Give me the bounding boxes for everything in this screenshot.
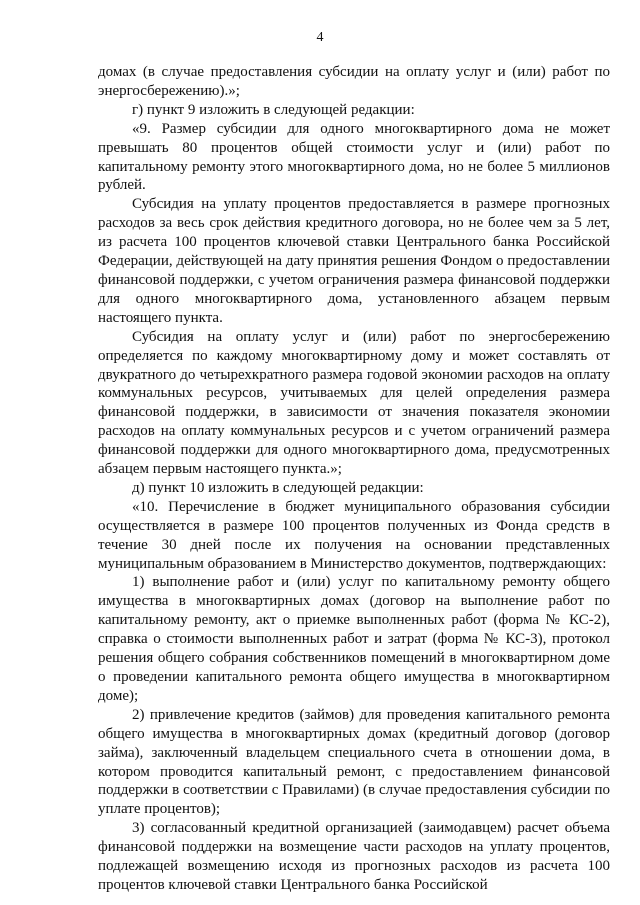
paragraph-point-10: «10. Перечисление в бюджет муниципального образования субсидии осуществляется в размере 100 процентов полученных из Фонда средств в течение 30 дней после их получения на основании представленных муниципальным образованием в Министерство документов, подтверждающих: [98,498,610,572]
paragraph-subitem-1: 1) выполнение работ и (или) услуг по капитальному ремонту общего имущества в многоквартирных домах (договор на выполнение работ по капитальному ремонту, акт о приемке выполненных работ (форма № КС-2), справка о стоимости выполненных работ и затрат (форма № КС-3), протокол решения общего собрания собственников помещений в многоквартирном доме о проведении капитального ремонта общего имущества в многоквартирном доме); [98,574,610,704]
paragraph-point-9: «9. Размер субсидии для одного многоквартирного дома не может превышать 80 процентов общей стоимости услуг и (или) работ по капитальному ремонту этого многоквартирного дома, но не более 5 миллионов рублей. [98,120,610,194]
paragraph-item-d: д) пункт 10 изложить в следующей редакции: [132,479,424,496]
paragraph-subitem-3: 3) согласованный кредитной организацией (заимодавцем) расчет объема финансовой поддержки на возмещение части расходов на уплату процентов, подлежащей возмещению исходя из прогнозных расходов из расчета 100 процентов ключевой ставки Центрального банка Российской [98,820,610,893]
paragraph-subitem-2: 2) привлечение кредитов (займов) для проведения капитального ремонта общего имущества в многоквартирных домах (кредитный договор (договор займа), заключенный владельцем специального счета в отношении дома, в котором проводится капитальный ремонт, с предоставлением финансовой поддержки в соответствии с Правилами) (в случае предоставления субсидии по уплате процентов); [98,706,610,818]
paragraph-continuation: домах (в случае предоставления субсидии на оплату услуг и (или) работ по энергосбережению).»; [98,64,610,99]
paragraph-energy-subsidy: Субсидия на оплату услуг и (или) работ по энергосбережению определяется по каждому многоквартирному дому и может составлять от двукратного до четырехкратного размера годовой экономии расходов на оплату коммунальных ресурсов, учитываемых для целей определения размера финансовой поддержки, в зависимости от значения показателя экономии расходов на оплату коммунальных ресурсов и с учетом ограничений размера финансовой поддержки для одного многоквартирного дома, предусмотренных абзацем первым настоящего пункта.»; [98,328,610,478]
paragraph-interest-subsidy: Субсидия на уплату процентов предоставляется в размере прогнозных расходов за весь срок действия кредитного договора, но не более чем за 5 лет, из расчета 100 процентов ключевой ставки Центрального банка Российской Федерации, действующей на дату принятия решения Фондом о предоставлении финансовой поддержки, с учетом ограничения размера финансовой поддержки для одного многоквартирного дома, установленного абзацем первым настоящего пункта. [98,196,610,326]
paragraph-item-g: г) пункт 9 изложить в следующей редакции: [132,101,415,118]
document-body [98,63,610,895]
page-number: 4 [316,30,324,45]
